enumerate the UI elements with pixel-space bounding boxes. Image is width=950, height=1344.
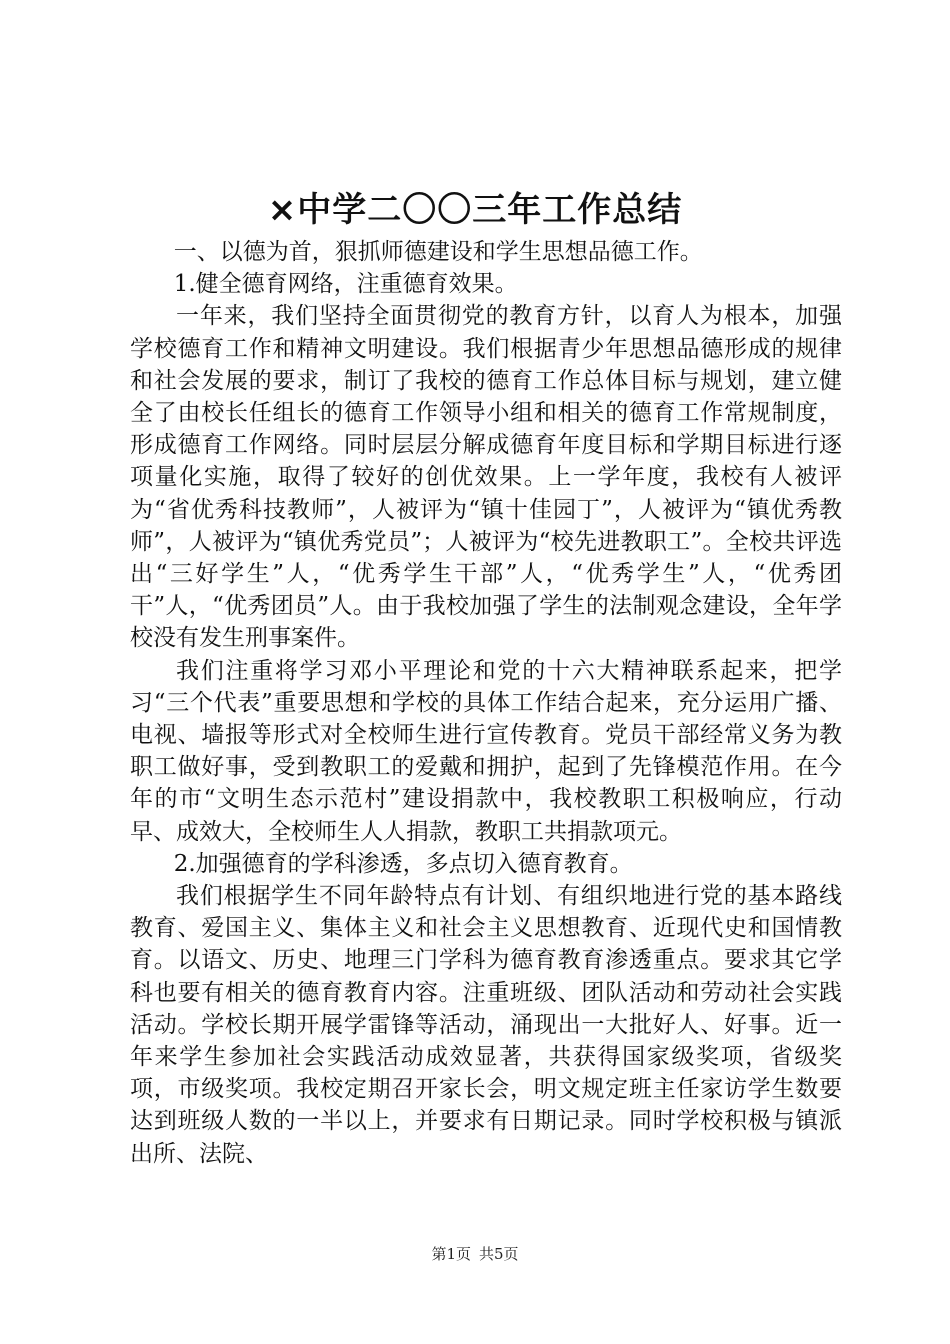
- section-heading: 一、以德为首，狠抓师德建设和学生思想品德工作。: [173, 239, 703, 265]
- page-footer: [0, 1244, 950, 1264]
- body-paragraph: 我们根据学生不同年龄特点有计划、有组织地进行党的基本路线教育、爱国主义、集体主义和社会主义思想教育、近现代史和国情教育。以语文、历史、地理三门学科为德育教育渗透重点。要求其它学科也要有相关的德育教育内容。注重班级、团队活动和劳动社会实践活动。学校长期开展学雷锋等活动，涌现出一大批好人、好事。近一年来学生参加社会实践活动成效显著，共获得国家级奖项，省级奖项，市级奖项。我校定期召开家长会，明文规定班主任家访学生数要达到班级人数的一半以上，并要求有日期记录。同时学校积极与镇派出所、法院、: [130, 883, 842, 1167]
- subsection-heading: 1.健全德育网络，注重德育效果。: [173, 271, 518, 298]
- body-paragraph: 我们注重将学习邓小平理论和党的十六大精神联系起来，把学习“三个代表”重要思想和学校的具体工作结合起来，充分运用广播、电视、墙报等形式对全校师生进行宣传教育。党员干部经常义务为教职工做好事，受到教职工的爱戴和拥护，起到了先锋模范作用。在今年的市“文明生态示范村”建设捐款中，我校教职工积极响应，行动早、成效大，全校师生人人捐款，教职工共捐款项元。: [130, 657, 842, 845]
- body-paragraph: 一年来，我们坚持全面贯彻党的教育方针，以育人为根本，加强学校德育工作和精神文明建设。我们根据青少年思想品德形成的规律和社会发展的要求，制订了我校的德育工作总体目标与规划，建立健全了由校长任组长的德育工作领导小组和相关的德育工作常规制度，形成德育工作网络。同时层层分解成德育年度目标和学期目标进行逐项量化实施，取得了较好的创优效果。上一学年度，我校有人被评为“省优秀科技教师”，人被评为“镇十佳园丁”，人被评为“镇优秀教师”，人被评为“镇优秀党员”；人被评为“校先进教职工”。全校共评选出“三好学生”人，“优秀学生干部”人，“优秀学生”人，“优秀团干”人，“优秀团员”人。由于我校加强了学生的法制观念建设，全年学校没有发生刑事案件。: [130, 303, 842, 652]
- document-body: [130, 236, 842, 1170]
- document-title: ×中学二〇〇三年工作总结: [267, 190, 683, 230]
- page-number: 第1页: [431, 1245, 471, 1263]
- page-total: 共5页: [479, 1245, 519, 1263]
- subsection-heading: 2.加强德育的学科渗透，多点切入德育教育。: [173, 850, 633, 877]
